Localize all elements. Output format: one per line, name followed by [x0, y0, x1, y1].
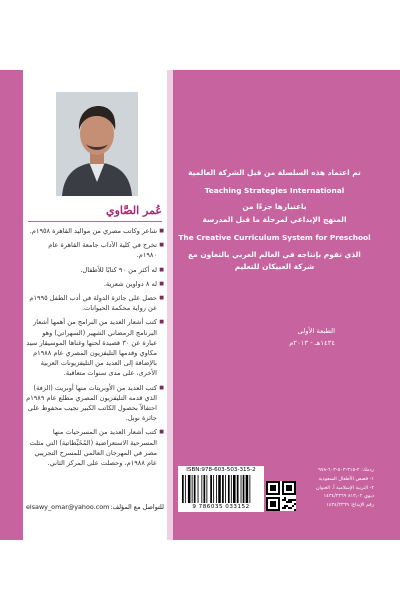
- left-margin-band: [0, 70, 23, 540]
- author-bio-list: [26, 226, 164, 472]
- bio-item: ■ كتب أشعار العديد من البرامج من أهمها أشعار البرنامج الرمضاني الشهير (السهراتي) وهو عبارة عن ٣٠ قصيدة لحنها وغناها الموسيقار سيد مكاوي وقدمها التليفزيون المصري عام ١٩٨٨م بالإضافة إلى العديد من التليفزيونات العربية الأخرى، على مدى سنوات متعاقبة.: [26, 317, 164, 378]
- barcode-number: 9 786035 033152: [192, 504, 250, 510]
- bio-item: ■ شاعر وكاتب مصري من مواليد القاهرة ١٩٥٨م.: [26, 226, 164, 236]
- deposit-line: رقم الإيداع: ١٤٣٤/٢٣٦٩: [326, 502, 374, 509]
- deposit-line: ٢- التربية الإسلامية أ. العنوان: [315, 484, 374, 491]
- edition-label: الطبعة الأولى: [297, 327, 335, 335]
- right-margin-band: [376, 70, 400, 540]
- bio-item: ■ كتب أشعار العديد من المسرحيات منها المسرحية الاستعراضية (المُخَبِّطاتية) التي مثلت مصر في المهرجان العالمي للمسرح التجريبي عام ١٩٨٨م، وحصلت على المركز الثاني.: [26, 427, 164, 468]
- deposit-line: ١- قصص الأطفال السعودية: [318, 475, 374, 482]
- barcode-bars: [182, 475, 260, 503]
- author-name: عُمر الصَّاوي: [105, 204, 162, 217]
- deposit-info: [298, 466, 374, 510]
- author-photo: [56, 92, 138, 196]
- bio-item: ■ حصل على جائزة الدولة في أدب الطفل ١٩٩٥م عن رواية محكمة الحيوانات.: [26, 293, 164, 313]
- bio-item: ■ له أكثر من ٩٠ كتابًا للأطفال.: [26, 265, 164, 275]
- deposit-line: ديوي ٨١٣٫٠٢ ١٤٣٤/٢٣٦٩: [323, 493, 374, 500]
- bio-item: ■ له ٨ دواوين شعرية.: [26, 279, 164, 289]
- bio-item: ■ تخرج في كلية الآداب جامعة القاهرة عام ١٩٨٠م.: [26, 240, 164, 260]
- bio-item: ■ كتب العديد من الأوبريتات منها أوبريت (الزفة) الذي قدمه التليفزيون المصري مطلع عام ١٩٨٩م احتفالاً بحصول الكاتب الكبير نجيب محفوظ على جائزة نوبل.: [26, 383, 164, 424]
- curriculum-name-arabic: المنهج الإبداعي لمرحلة ما قبل المدرسة: [202, 215, 347, 224]
- name-divider: [28, 221, 162, 222]
- isbn-barcode: [178, 466, 264, 512]
- contact-label: للتواصل مع المؤلف:: [110, 503, 164, 511]
- curriculum-name-english: The Creative Curriculum System for Preschool: [178, 233, 371, 242]
- isbn-label: ISBN:978-603-503-315-2: [186, 467, 256, 473]
- author-contact: [26, 503, 164, 511]
- edition-date: ١٤٣٤هـ - ٢٠١٣م: [289, 339, 335, 347]
- approval-part-line: باعتبارها جزءًا من: [242, 202, 307, 211]
- approval-line: تم اعتماد هذه السلسلة من قبل الشركة العالمية: [188, 168, 361, 177]
- deposit-line: ردمك: ٢-٣١٥-٥٠٣-٦٠٣-٩٧٨: [318, 467, 374, 473]
- edition-block: [215, 325, 335, 349]
- author-email-link[interactable]: elsawy_omar@yahoo.com: [26, 503, 110, 511]
- approver-name: Teaching Strategies International: [204, 186, 345, 195]
- partner-name: شركة العبيكان للتعليم: [234, 262, 315, 271]
- production-line: الذي تقوم بإنتاجه في العالم العربي بالتعاون مع: [188, 250, 361, 259]
- qr-code: [266, 481, 296, 511]
